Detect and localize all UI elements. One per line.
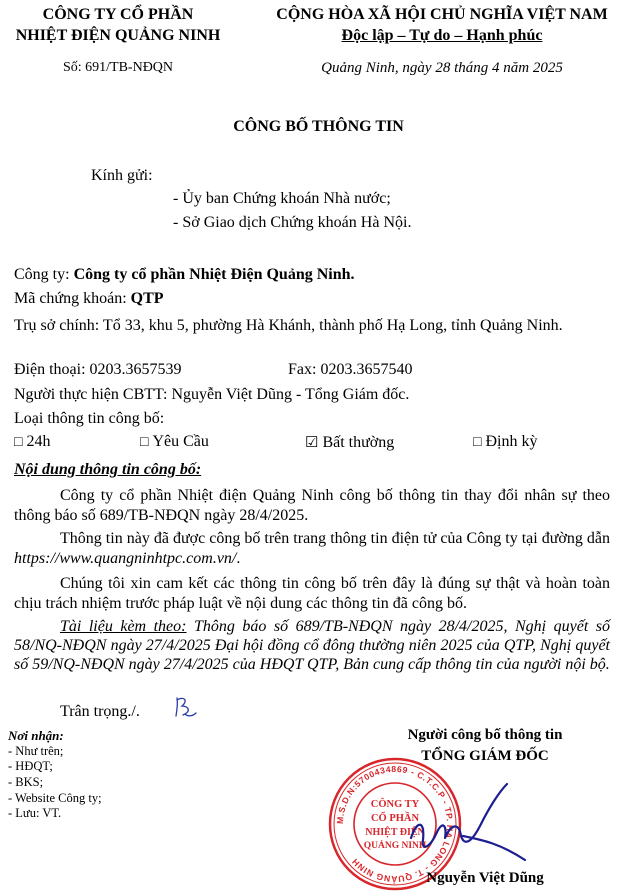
signer-role: Người công bố thông tin: [407, 727, 563, 743]
attachments-paragraph: [14, 617, 610, 674]
attachments-label: Tài liệu kèm theo:: [60, 618, 187, 635]
disclosure-type-label: Loại thông tin công bố:: [14, 410, 165, 427]
nation-title: CỘNG HÒA XÃ HỘI CHỦ NGHĨA VIỆT NAM: [276, 6, 608, 23]
checked-box-icon: ☑: [305, 435, 319, 451]
closing-text: Trân trọng./.: [60, 703, 140, 720]
content-paragraph-1: Công ty cổ phần Nhiệt điện Quảng Ninh công bố thông tin thay đổi nhân sự theo thông báo số 689/TB-NĐQN ngày 28/4/2025.: [14, 487, 610, 524]
signer-title: TỔNG GIÁM ĐỐC: [421, 748, 549, 764]
type-periodic: □ Định kỳ: [473, 433, 538, 450]
initials-signature-icon: [172, 694, 198, 722]
fax-text: Fax: 0203.3657540: [288, 361, 413, 378]
footer-recipient-item: - HĐQT;: [8, 759, 53, 773]
website-link[interactable]: https://www.quangninhtpc.com.vn/: [14, 549, 237, 567]
signer-name: Nguyễn Việt Dũng: [426, 870, 544, 886]
recipients-label: Kính gửi:: [91, 167, 153, 184]
company-label: Công ty:: [14, 266, 74, 283]
footer-recipient-item: - BKS;: [8, 775, 44, 789]
footer-recipients-label: Nơi nhận:: [8, 728, 64, 743]
seal-center-line4: QUẢNG NINH: [363, 841, 427, 851]
content-paragraph-2: Thông tin này đã được công bố trên trang thông tin điện tử của Công ty tại đường dẫn https://www.quangninhtpc.com.vn/.: [14, 530, 610, 567]
content-heading: Nội dung thông tin công bố:: [14, 461, 202, 478]
recipient-item: - Ủy ban Chứng khoán Nhà nước;: [173, 190, 391, 207]
footer-recipient-item: - Như trên;: [8, 744, 64, 758]
disclosure-person: Người thực hiện CBTT: Nguyễn Việt Dũng - Tổng Giám đốc.: [14, 386, 410, 403]
checkbox-icon: □: [473, 435, 482, 450]
recipient-item: - Sở Giao dịch Chứng khoán Hà Nội.: [173, 214, 412, 231]
footer-recipient-item: - Lưu: VT.: [8, 806, 62, 820]
phone-text: Điện thoại: 0203.3657539: [14, 361, 182, 378]
attachments-text: Thông báo số 689/TB-NĐQN ngày 28/4/2025, Nghị quyết số 58/NQ-NĐQN ngày 27/4/2025 Đại hội đồng cổ đông thường niên 2025 của QTP, Nghị quyết số 59/NQ-NĐQN ngày 27/4/2025 của HĐQT QTP, Bản cung cấp thông tin của người nội bộ.: [14, 618, 611, 673]
stock-label: Mã chứng khoán:: [14, 290, 131, 307]
nation-motto: Độc lập – Tự do – Hạnh phúc: [341, 27, 543, 44]
address-text: Trụ sở chính: Tổ 33, khu 5, phường Hà Khánh, thành phố Hạ Long, tỉnh Quảng Ninh.: [14, 317, 563, 334]
type-24h: □ 24h: [14, 433, 51, 450]
seal-center-line1: CÔNG TY: [370, 799, 420, 810]
content-paragraph-3: Chúng tôi xin cam kết các thông tin công bố trên đây là đúng sự thật và hoàn toàn chịu trách nhiệm trước pháp luật về nội dung các thông tin đã công bố.: [14, 575, 610, 612]
director-signature-icon: [403, 780, 533, 870]
seal-center-line3: NHIỆT ĐIỆN: [365, 827, 425, 838]
type-extraordinary: ☑ Bất thường: [305, 434, 395, 451]
stock-line: [14, 290, 164, 308]
company-line: [14, 266, 355, 284]
stock-value: QTP: [130, 290, 164, 307]
company-name-line1: CÔNG TY CỔ PHẦN: [42, 6, 194, 23]
checkbox-icon: □: [14, 435, 23, 450]
seal-ring-text: M.S.D.N:5700434869 - C.T.C.P - TP. HẠ LONG - T. QUẢNG NINH: [334, 763, 456, 885]
footer-recipient-item: - Website Công ty;: [8, 791, 102, 805]
company-name-line2: NHIỆT ĐIỆN QUẢNG NINH: [15, 27, 221, 44]
place-date: Quảng Ninh, ngày 28 tháng 4 năm 2025: [321, 60, 563, 76]
company-value: Công ty cổ phần Nhiệt Điện Quảng Ninh.: [73, 266, 355, 283]
checkbox-icon: □: [140, 435, 149, 450]
document-title: CÔNG BỐ THÔNG TIN: [233, 118, 404, 135]
doc-number: Số: 691/TB-NĐQN: [62, 60, 174, 75]
type-request: □ Yêu Cầu: [140, 433, 209, 450]
seal-center-line2: CỔ PHẦN: [370, 813, 420, 824]
